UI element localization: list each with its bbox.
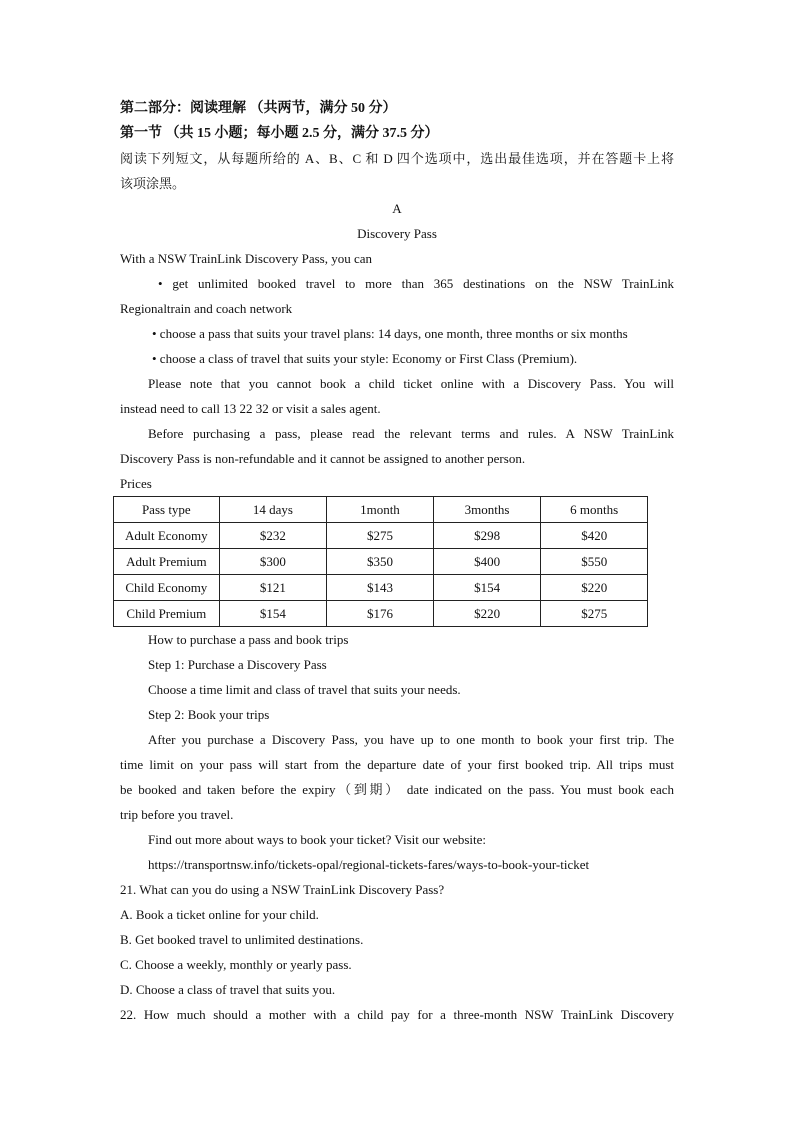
table-cell: $550 bbox=[541, 549, 648, 575]
exam-page bbox=[120, 96, 674, 1027]
question-21-option-b: B. Get booked travel to unlimited destinations. bbox=[120, 932, 364, 947]
terms-line-2: Discovery Pass is non-refundable and it cannot be assigned to another person. bbox=[120, 451, 526, 466]
step-2-line-1: After you purchase a Discovery Pass, you have up to one month to book your first trip. The bbox=[148, 732, 674, 747]
question-21-option-c: C. Choose a weekly, monthly or yearly pass. bbox=[120, 957, 352, 972]
table-cell: $154 bbox=[433, 575, 541, 601]
step-2-heading: Step 2: Book your trips bbox=[148, 707, 270, 722]
bullet-1-line-2: Regionaltrain and coach network bbox=[120, 301, 293, 316]
table-cell: $420 bbox=[541, 523, 648, 549]
question-21: 21. What can you do using a NSW TrainLink Discovery Pass? bbox=[120, 882, 445, 897]
table-header-cell: 6 months bbox=[541, 497, 648, 523]
table-cell: Child Economy bbox=[114, 575, 220, 601]
table-header-cell: 3months bbox=[433, 497, 541, 523]
website-url: https://transportnsw.info/tickets-opal/regional-tickets-fares/ways-to-book-your-ticket bbox=[148, 857, 590, 872]
table-cell: $154 bbox=[219, 601, 327, 627]
step-2-line-4: trip before you travel. bbox=[120, 807, 234, 822]
prices-label: Prices bbox=[120, 476, 152, 491]
terms-line-1: Before purchasing a pass, please read the relevant terms and rules. A NSW TrainLink bbox=[148, 426, 674, 441]
table-row bbox=[114, 575, 648, 601]
table-header-cell: Pass type bbox=[114, 497, 220, 523]
table-cell: Child Premium bbox=[114, 601, 220, 627]
table-cell: $143 bbox=[327, 575, 434, 601]
table-cell: $176 bbox=[327, 601, 434, 627]
table-cell: $300 bbox=[219, 549, 327, 575]
table-header-row bbox=[114, 497, 648, 523]
table-row bbox=[114, 523, 648, 549]
table-cell: Adult Premium bbox=[114, 549, 220, 575]
table-cell: $298 bbox=[433, 523, 541, 549]
part-title: 第二部分：阅读理解 （共两节，满分 50 分） bbox=[120, 101, 397, 116]
step-1-text: Choose a time limit and class of travel that suits your needs. bbox=[148, 682, 461, 697]
table-cell: $220 bbox=[433, 601, 541, 627]
table-cell: $220 bbox=[541, 575, 648, 601]
table-row bbox=[114, 601, 648, 627]
passage-intro: With a NSW TrainLink Discovery Pass, you can bbox=[120, 251, 372, 266]
table-header-cell: 14 days bbox=[219, 497, 327, 523]
table-cell: $232 bbox=[219, 523, 327, 549]
table-cell: $121 bbox=[219, 575, 327, 601]
bullet-3: • choose a class of travel that suits your style: Economy or First Class (Premium). bbox=[152, 351, 578, 366]
passage-letter: A bbox=[392, 201, 402, 216]
step-2-line-2: time limit on your pass will start from the departure date of your first booked trip. All trips must bbox=[120, 757, 674, 772]
purchase-heading: How to purchase a pass and book trips bbox=[148, 632, 349, 647]
table-cell: $275 bbox=[541, 601, 648, 627]
question-21-option-d: D. Choose a class of travel that suits you. bbox=[120, 982, 336, 997]
table-cell: $275 bbox=[327, 523, 434, 549]
prices-table bbox=[113, 496, 648, 627]
table-cell: Adult Economy bbox=[114, 523, 220, 549]
note-line-1: Please note that you cannot book a child ticket online with a Discovery Pass. You will bbox=[148, 376, 674, 391]
question-21-option-a: A. Book a ticket online for your child. bbox=[120, 907, 319, 922]
section-title: 第一节 （共 15 小题；每小题 2.5 分，满分 37.5 分） bbox=[120, 126, 439, 141]
note-line-2: instead need to call 13 22 32 or visit a sales agent. bbox=[120, 401, 381, 416]
bullet-2: • choose a pass that suits your travel plans: 14 days, one month, three months or six months bbox=[152, 326, 628, 341]
table-cell: $350 bbox=[327, 549, 434, 575]
more-info: Find out more about ways to book your ticket? Visit our website: bbox=[148, 832, 487, 847]
table-cell: $400 bbox=[433, 549, 541, 575]
instructions-line-1: 阅读下列短文，从每题所给的 A、B、C 和 D 四个选项中，选出最佳选项，并在答题卡上将 bbox=[120, 151, 674, 166]
table-row bbox=[114, 549, 648, 575]
step-2-line-3: be booked and taken before the expiry（到期） date indicated on the pass. You must book each bbox=[120, 782, 674, 797]
passage-title: Discovery Pass bbox=[357, 226, 437, 241]
instructions-line-2: 该项涂黑。 bbox=[120, 176, 186, 191]
question-22: 22. How much should a mother with a child pay for a three-month NSW TrainLink Discovery bbox=[120, 1007, 674, 1022]
bullet-1-line-1: • get unlimited booked travel to more than 365 destinations on the NSW TrainLink bbox=[158, 276, 674, 291]
table-header-cell: 1month bbox=[327, 497, 434, 523]
step-1-heading: Step 1: Purchase a Discovery Pass bbox=[148, 657, 327, 672]
